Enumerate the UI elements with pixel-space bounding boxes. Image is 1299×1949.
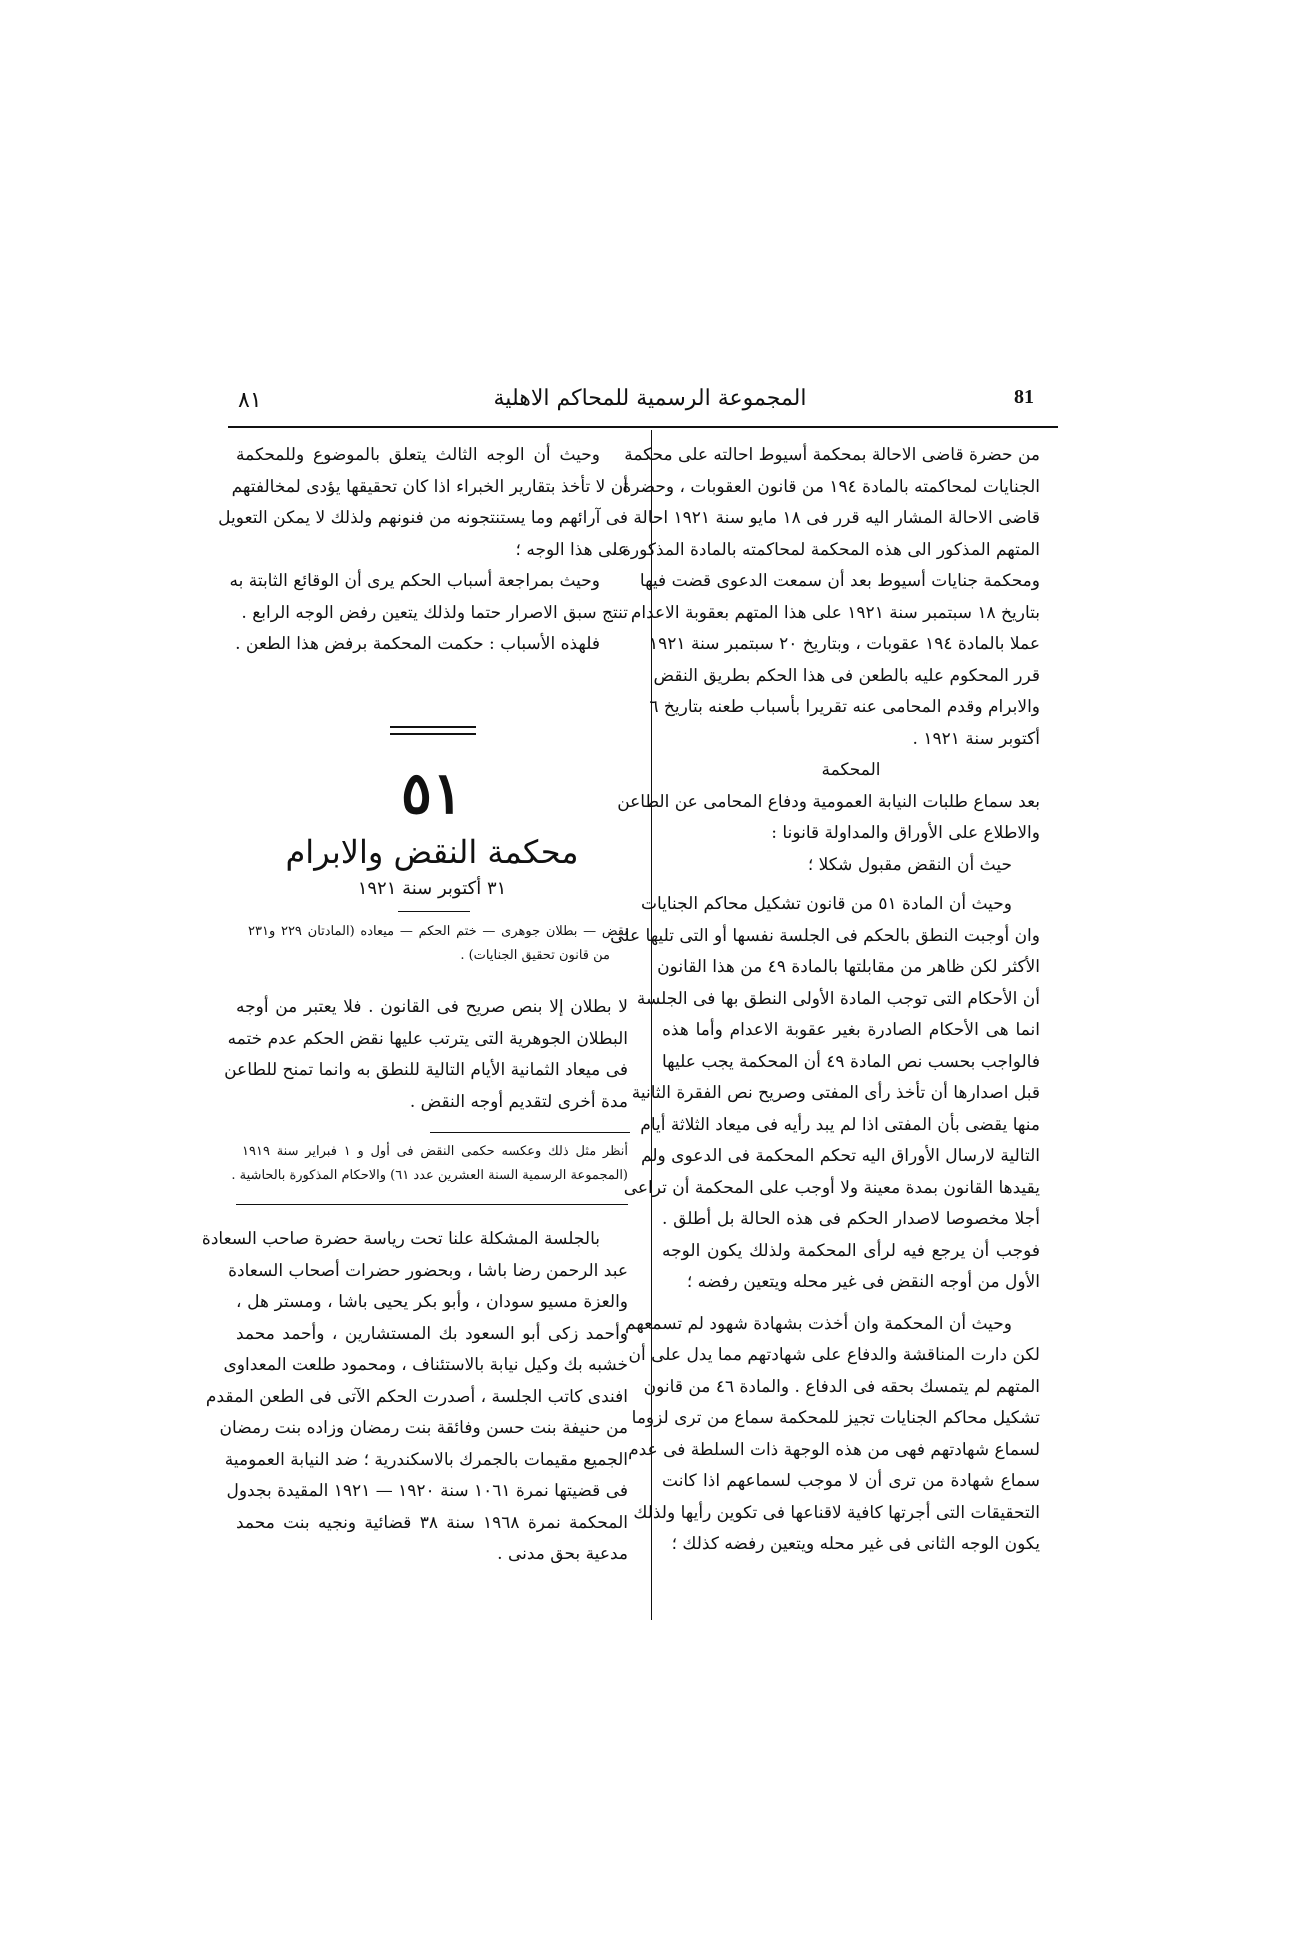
text-line: عبد الرحمن رضا باشا ، وبحضور حضرات أصحاب السعادة [228, 1260, 628, 1281]
left-column-top [218, 440, 628, 661]
text-line: مدة أخرى لتقديم أوجه النقض . [409, 1091, 628, 1112]
text-line: من حنيفة بنت حسن وفائقة بنت رمضان وزاده بنت رمضان [219, 1418, 628, 1438]
text-line: فى آرائهم وما يستنتجونه من فنونهم ولذلك لا يمكن التعويل [218, 508, 628, 528]
text-line: فى قضيتها نمرة ١٠٦١ سنة ١٩٢٠ — ١٩٢١ المقيدة بجدول [226, 1481, 628, 1501]
text-line: التحقيقات التى أجرتها كافية لاقناعها فى تكوين رأيها ولذلك [633, 1502, 1040, 1523]
left-para-1 [218, 440, 628, 566]
right-para-1 [611, 440, 1040, 755]
session-rule [236, 1204, 628, 1205]
text-line: وحيث أن الوجه الثالث يتعلق بالموضوع وللمحكمة [236, 445, 600, 465]
text-line: (المجموعة الرسمية السنة العشرين عدد ٦١) والاحكام المذكورة بالحاشية . [231, 1168, 628, 1183]
right-para-2 [617, 787, 1040, 882]
text-line: الجنايات لمحاكمته بالمادة ١٩٤ من قانون العقوبات ، وحضرة [622, 476, 1040, 497]
left-para-3 [236, 629, 628, 661]
text-line: من حضرة قاضى الاحالة بمحكمة أسيوط احالته على محكمة [624, 445, 1040, 465]
text-line: بتاريخ ١٨ سبتمبر سنة ١٩٢١ على هذا المتهم بعقوبة الاعدام [630, 602, 1040, 623]
legal-principle [224, 992, 628, 1118]
text-line: حيث أن النقض مقبول شكلا ؛ [807, 854, 1012, 875]
text-line: أكتوبر سنة ١٩٢١ . [912, 728, 1040, 749]
text-line: خشبه بك وكيل نيابة بالاستئناف ، ومحمود طلعت المعداوى [223, 1355, 628, 1375]
text-line: وان أوجبت النطق بالحكم فى الجلسة نفسها أو التى تليها على [610, 925, 1040, 946]
text-line: لا بطلان إلا بنص صريح فى القانون . فلا يعتبر من أوجه [236, 997, 628, 1017]
text-line: منها يقضى بأن المفتى اذا لم يبد رأيه فى ميعاد الثلاثة أيام [640, 1114, 1040, 1135]
page-number-arabic: ٨١ [238, 388, 262, 413]
text-line: بعد سماع طلبات النيابة العمومية ودفاع المحامى عن الطاعن [617, 791, 1040, 812]
text-line: عملا بالمادة ١٩٤ عقوبات ، وبتاريخ ٢٠ سبتمبر سنة ١٩٢١ [649, 634, 1040, 654]
text-line: يكون الوجه الثانى فى غير محله ويتعين رفضه كذلك ؛ [671, 1534, 1040, 1554]
text-line: من قانون تحقيق الجنايات) . [460, 948, 610, 963]
text-line: المحكمة [821, 760, 881, 780]
text-line: أنظر مثل ذلك وعكسه حكمى النقض فى أول و ١ فبراير سنة ١٩١٩ [242, 1144, 628, 1159]
page-number-latin: 81 [1014, 386, 1034, 408]
text-line: سماع شهادة من ترى أن لا موجب لسماعهم اذا كانت [662, 1471, 1040, 1491]
text-line: فلهذه الأسباب : حكمت المحكمة برفض هذا الطعن . [235, 634, 600, 654]
text-line: بالجلسة المشكلة علنا تحت رياسة حضرة صاحب السعادة [201, 1229, 600, 1249]
text-line: مدعية بحق مدنى . [497, 1544, 628, 1564]
text-line: فالواجب بحسب نص المادة ٤٩ أن المحكمة يجب عليها [662, 1051, 1040, 1072]
section-double-rule [390, 726, 476, 735]
text-line: الأكثر لكن ظاهر من مقابلتها بالمادة ٤٩ من هذا القانون [657, 957, 1040, 977]
text-line: قرر المحكوم عليه بالطعن فى هذا الحكم بطريق النقض [653, 665, 1040, 686]
left-para-2 [229, 566, 628, 629]
text-line: المحكمة نمرة ١٩٦٨ سنة ٣٨ قضائية ونجيه بنت محمد [236, 1512, 629, 1533]
text-line: الجميع مقيمات بالجمرك بالاسكندرية ؛ ضد النيابة العمومية [224, 1449, 628, 1470]
text-line: التالية لارسال الأوراق اليه تحكم المحكمة فى الدعوى ولم [641, 1146, 1040, 1166]
text-line: وحيث أن المحكمة وان أخذت بشهادة شهود لم تسمعهم [625, 1313, 1012, 1334]
text-line: أجلا مخصوصا لاصدار الحكم فى هذه الحالة بل أطلق . [662, 1209, 1040, 1229]
text-line: على هذا الوجه ؛ [515, 539, 628, 560]
text-line: الأول من أوجه النقض فى غير محله ويتعين رفضه ؛ [686, 1272, 1040, 1292]
text-line: البطلان الجوهرية التى يترتب عليها نقض الحكم عدم ختمه [227, 1028, 628, 1049]
text-line: وأحمد زكى أبو السعود بك المستشارين ، وأحمد محمد [236, 1323, 628, 1344]
date-rule [398, 911, 470, 912]
text-line: فى ميعاد الثمانية الأيام التالية للنطق به وانما تمنح للطاعن [224, 1060, 628, 1080]
right-para-4 [625, 1309, 1040, 1561]
court-name: محكمة النقض والابرام [285, 833, 579, 871]
running-title: المجموعة الرسمية للمحاكم الاهلية [493, 386, 807, 411]
text-line: افندى كاتب الجلسة ، أصدرت الحكم الآتى فى الطعن المقدم [205, 1386, 628, 1407]
text-line: يقيدها القانون بمدة معينة ولا أوجب على المحكمة أن تراعى [623, 1177, 1040, 1198]
text-line: والعزة مسيو سودان ، وأبو بكر يحيى باشا ، ومستر هل ، [236, 1292, 628, 1312]
text-line: نقض — بطلان جوهرى — ختم الحكم — ميعاده (المادتان ٢٢٩ و٢٣١ [248, 924, 628, 939]
text-line: وحيث بمراجعة أسباب الحكم يرى أن الوقائع الثابتة به [229, 571, 600, 591]
text-line: المتهم لم يتمسك بحقه فى الدفاع . والمادة ٤٦ من قانون [643, 1376, 1040, 1397]
text-line: قاضى الاحالة المشار اليه قرر فى ١٨ مايو سنة ١٩٢١ احالة [633, 508, 1040, 528]
court-heading [662, 755, 1040, 787]
text-line: فوجب أن يرجع فيه لرأى المحكمة ولذلك يكون الوجه [662, 1240, 1040, 1261]
text-line: أن الأحكام التى توجب المادة الأولى النطق بها فى الجلسة [636, 988, 1040, 1009]
text-line: والابرام وقدم المحامى عنه تقريرا بأسباب طعنه بتاريخ ٦ [649, 697, 1040, 717]
right-para-3 [610, 889, 1040, 1299]
text-line: قبل اصدارها أن تأخذ رأى المفتى وصريح نص الفقرة الثانية [631, 1083, 1040, 1103]
text-line: أن لا تأخذ بتقارير الخبراء اذا كان تحقيقها يؤدى لمخالفتهم [231, 476, 628, 497]
judgment-date: ٣١ أكتوبر سنة ١٩٢١ [357, 878, 507, 899]
session-paragraph [201, 1224, 629, 1571]
text-line: تنتج سبق الاصرار حتما ولذلك يتعين رفض الوجه الرابع . [241, 602, 628, 623]
text-line: والاطلاع على الأوراق والمداولة قانونا : [771, 823, 1040, 843]
header-rule [228, 426, 1058, 428]
text-line: المتهم المذكور الى هذه المحكمة لمحاكمته بالمادة المذكورة ، [611, 539, 1040, 560]
text-line: انما هى الأحكام الصادرة بغير عقوبة الاعدام وأما هذه [662, 1020, 1040, 1040]
reference-note [231, 1140, 628, 1188]
footnote-rule [430, 1132, 630, 1133]
case-number: ٥١ [400, 759, 464, 827]
text-line: تشكيل محاكم الجنايات تجيز للمحكمة سماع من ترى لزوما [631, 1408, 1040, 1428]
text-line: ومحكمة جنايات أسيوط بعد أن سمعت الدعوى قضت فيها [639, 571, 1040, 591]
right-column [610, 440, 1040, 1561]
summary-tags [248, 920, 628, 968]
text-line: وحيث أن المادة ٥١ من قانون تشكيل محاكم الجنايات [640, 894, 1012, 914]
text-line: لسماع شهادتهم فهى من هذه الوجهة ذات السلطة فى عدم [628, 1439, 1040, 1460]
text-line: لكن دارت المناقشة والدفاع على شهادتهم مما يدل على أن [628, 1345, 1040, 1365]
